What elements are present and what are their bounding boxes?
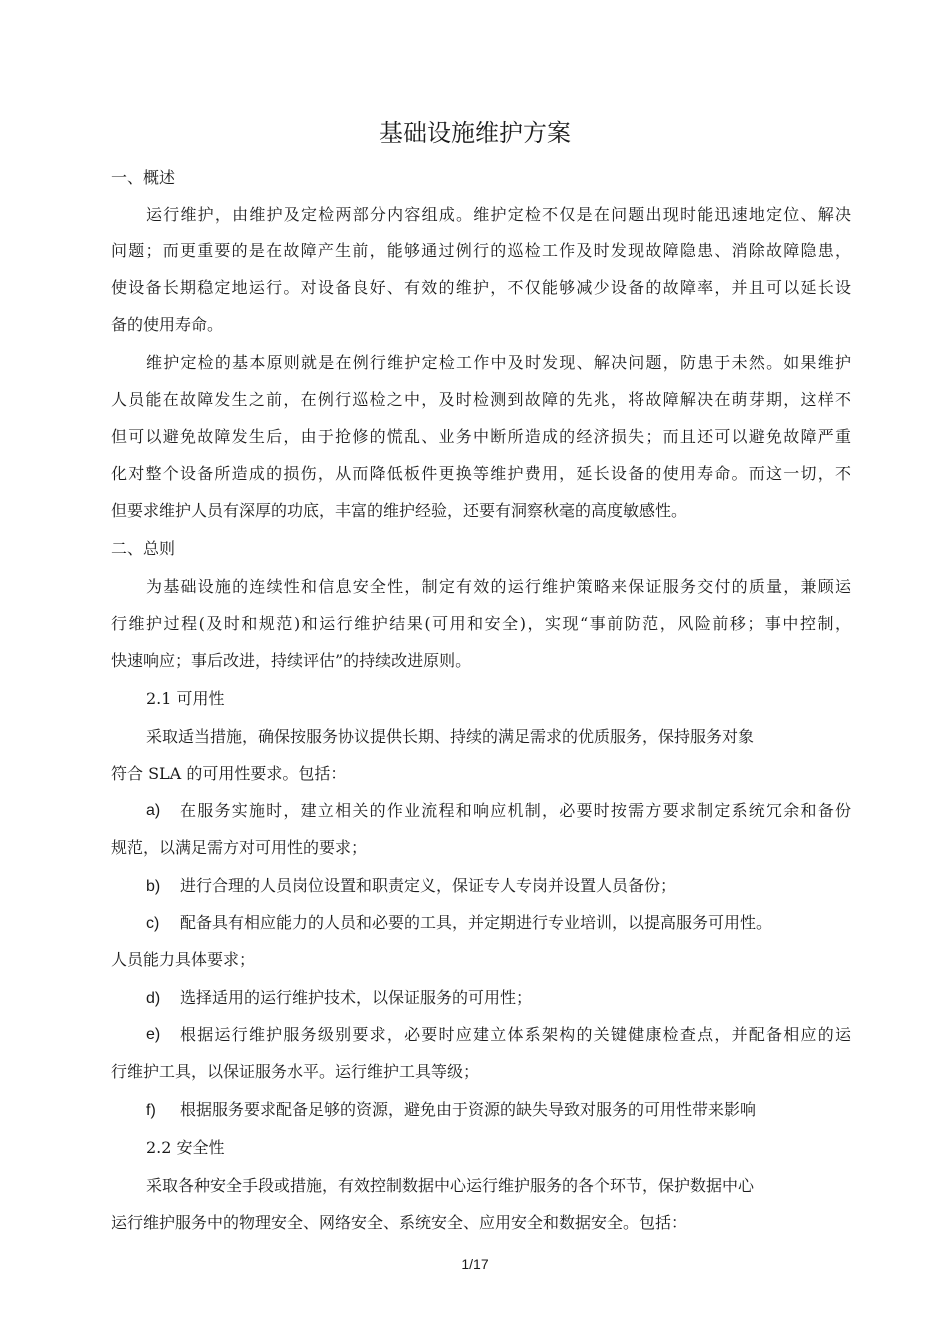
paragraph-line: 采取适当措施，确保按服务协议提供长期、持续的满足需求的优质服务，保持服务对象 [146,727,755,746]
list-marker: e) [146,1026,161,1043]
paragraph-line: 人员能在故障发生之前，在例行巡检之中，及时检测到故障的先兆，将故障解决在萌芽期，这样不 [111,390,851,409]
section-heading-overview: 一、概述 [111,168,176,187]
paragraph-line: 行维护工具，以保证服务水平。运行维护工具等级； [111,1062,480,1081]
paragraph-line: 运行维护服务中的物理安全、网络安全、系统安全、应用安全和数据安全。包括： [111,1213,688,1232]
list-marker: a) [146,802,161,819]
paragraph-line: 但要求维护人员有深厚的功底，丰富的维护经验，还要有洞察秋毫的高度敏感性。 [111,501,688,520]
paragraph-line: 备的使用寿命。 [111,315,224,334]
list-marker: b) [146,878,161,895]
list-marker: d) [146,990,161,1007]
paragraph-line: 运行维护，由维护及定检两部分内容组成。维护定检不仅是在问题出现时能迅速地定位、解决 [146,205,851,224]
subsection-heading-security: 2.2 安全性 [146,1138,225,1157]
subsection-heading-availability: 2.1 可用性 [146,689,225,708]
paragraph-line: 化对整个设备所造成的损伤，从而降低板件更换等维护费用，延长设备的使用寿命。而这一切，不 [111,464,851,483]
list-item-e: e) 根据运行维护服务级别要求，必要时应建立体系架构的关键健康检查点，并配备相应的运 [146,1025,851,1044]
list-marker: c) [146,915,160,932]
section-heading-general: 二、总则 [111,539,176,558]
paragraph-line: 为基础设施的连续性和信息安全性，制定有效的运行维护策略来保证服务交付的质量，兼顾运 [146,577,851,596]
list-item-f: f) 根据服务要求配备足够的资源，避免由于资源的缺失导致对服务的可用性带来影响 [146,1099,756,1122]
list-marker: f) [146,1102,156,1119]
paragraph-line: 规范，以满足需方对可用性的要求； [111,838,368,857]
paragraph-line: 问题；而更重要的是在故障产生前，能够通过例行的巡检工作及时发现故障隐患、消除故障隐患， [111,241,851,260]
document-title: 基础设施维护方案 [379,119,571,147]
paragraph-line: 行维护过程(及时和规范)和运行维护结果(可用和安全)，实现“事前防范，风险前移；事中控制， [111,614,851,633]
page-number: 1/17 [461,1256,489,1272]
paragraph-line: 符合 SLA 的可用性要求。包括： [111,764,347,783]
list-item-a: a) 在服务实施时，建立相关的作业流程和响应机制，必要时按需方要求制定系统冗余和备份 [146,801,851,820]
paragraph-line: 维护定检的基本原则就是在例行维护定检工作中及时发现、解决问题，防患于未然。如果维护 [146,353,851,372]
paragraph-line: 人员能力具体要求； [111,950,256,969]
list-item-b: b) 进行合理的人员岗位设置和职责定义，保证专人专岗并设置人员备份； [146,875,676,898]
list-item-d: d) 选择适用的运行维护技术，以保证服务的可用性； [146,987,532,1010]
paragraph-line: 使设备长期稳定地运行。对设备良好、有效的维护，不仅能够减少设备的故障率，并且可以延长设 [111,278,851,297]
paragraph-line: 快速响应；事后改进，持续评估”的持续改进原则。 [111,651,472,670]
paragraph-line: 采取各种安全手段或措施，有效控制数据中心运行维护服务的各个环节，保护数据中心 [146,1176,755,1195]
paragraph-line: 但可以避免故障发生后，由于抢修的慌乱、业务中断所造成的经济损失；而且还可以避免故障严重 [111,427,851,446]
list-item-c: c) 配备具有相应能力的人员和必要的工具，并定期进行专业培训，以提高服务可用性。 [146,912,772,935]
